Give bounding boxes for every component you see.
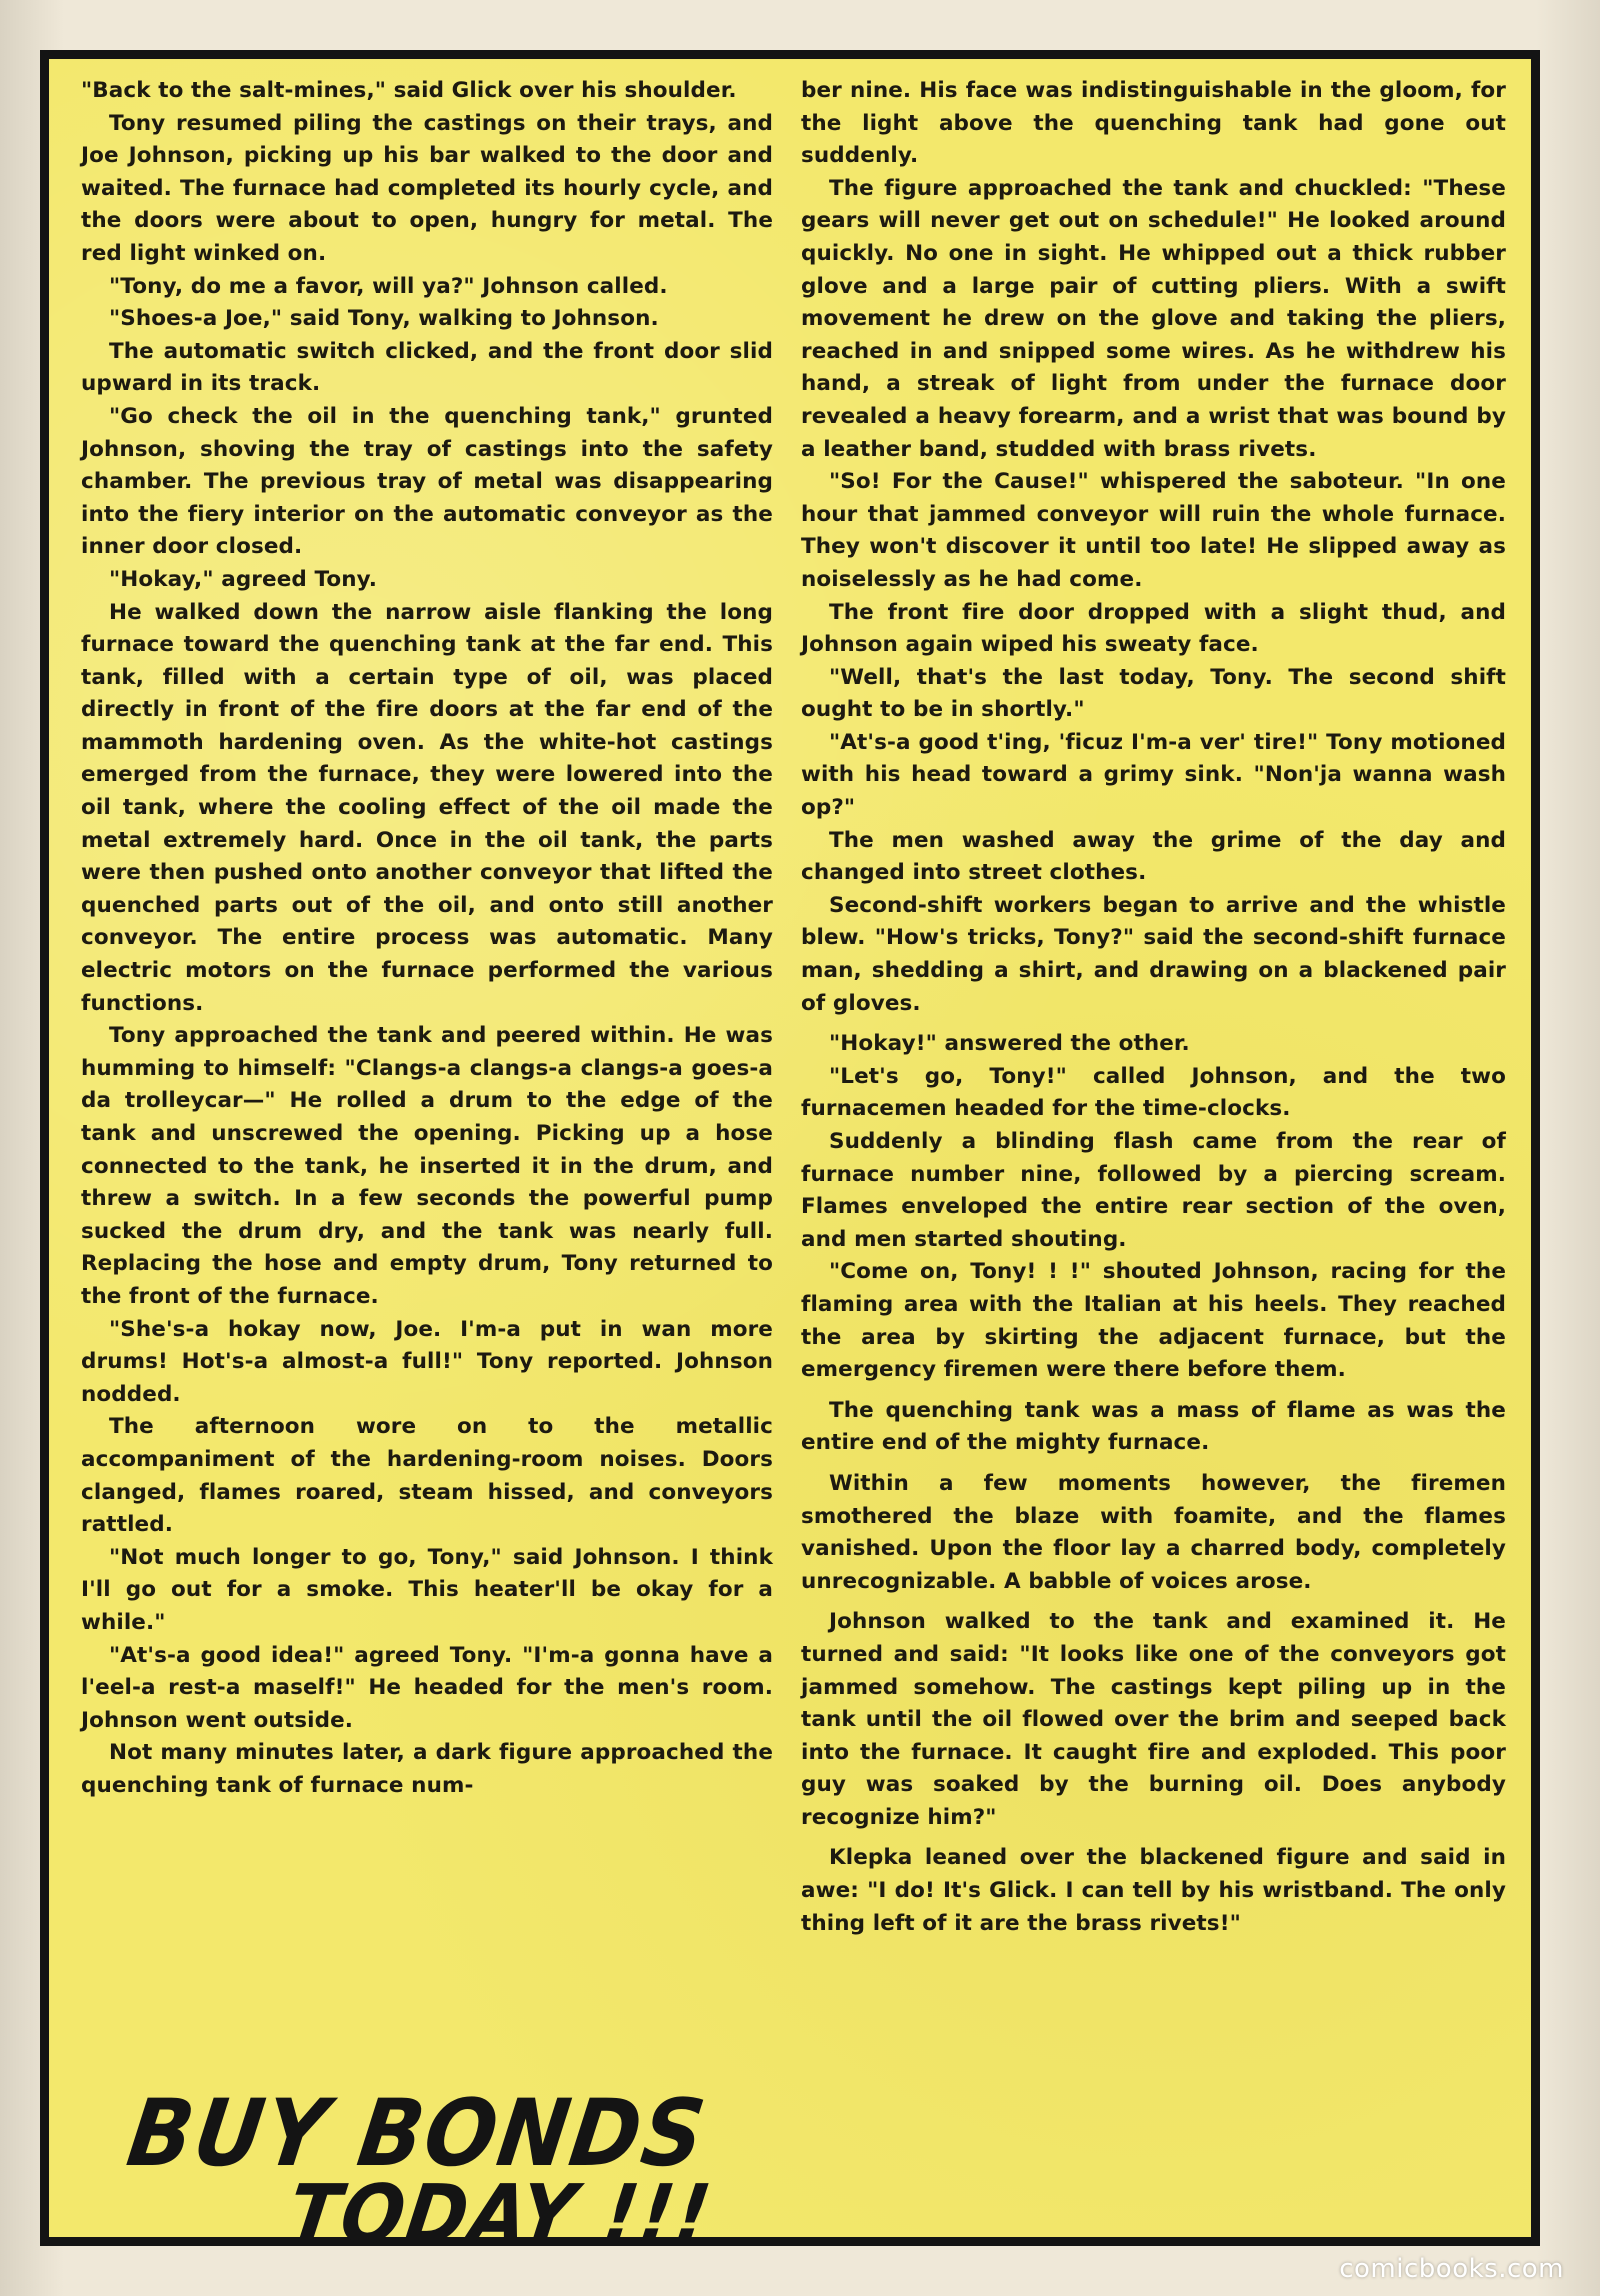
paragraph: He walked down the narrow aisle flanking the long furnace toward the quenching tank at the far end. This tank, filled with a certain type of oil, was placed directly in front of the fire doors at the far end of the mammoth hardening oven. As the white-hot castings emerged from the furnace, they were lowered into the oil tank, where the cooling effect of the oil made the metal extremely hard. Once in the oil tank, the parts were then pushed onto another conveyor that lifted the quenched parts out of the oil, and onto still another conveyor. The entire process was automatic. Many electric motors on the furnace performed the various functions. bbox=[81, 599, 773, 1016]
banner-line-buy-bonds: BUY BONDS bbox=[121, 2079, 713, 2187]
paragraph: "Hokay!" answered the other. bbox=[829, 1031, 1190, 1057]
paragraph: "Back to the salt-mines," said Glick over his shoulder. bbox=[81, 78, 737, 103]
paragraph: Tony approached the tank and peered within. He was humming to himself: "Clangs-a clangs-a clangs-a goes-a da trolleycar—" He rolled a drum to the edge of the tank and unscrewed the opening. Picking up a hose connected to the tank, he inserted it in the drum, and threw a switch. In a few seconds the powerful pump sucked the drum dry, and the tank was nearly full. Replacing the hose and empty drum, Tony returned to the front of the furnace. bbox=[81, 1023, 773, 1309]
paragraph: ber nine. His face was indistinguishable in the gloom, for the light above the quenching tank had gone out suddenly. bbox=[801, 78, 1506, 169]
paragraph: Not many minutes later, a dark figure approached the quenching tank of furnace num- bbox=[81, 1740, 773, 1798]
paragraph: "She's-a hokay now, Joe. I'm-a put in wan more drums! Hot's-a almost-a full!" Tony reported. Johnson nodded. bbox=[81, 1316, 773, 1407]
paragraph: "At's-a good idea!" agreed Tony. "I'm-a gonna have a l'eel-a rest-a maself!" He headed for the men's room. Johnson went outside. bbox=[81, 1642, 773, 1733]
paragraph: The figure approached the tank and chuckled: "These gears will never get out on schedule!" He looked around quickly. No one in sight. He whipped out a thick rubber glove and a large pair of cutting pliers. With a swift movement he drew on the glove and taking the pliers, reached in and snipped some wires. As he withdrew his hand, a streak of light from under the furnace door revealed a heavy forearm, and a wrist that was bound by a leather band, studded with brass rivets. bbox=[801, 175, 1506, 462]
paragraph: "So! For the Cause!" whispered the saboteur. "In one hour that jammed conveyor will ruin the whole furnace. They won't discover it until too late! He slipped away as noiselessly as he had come. bbox=[801, 469, 1506, 592]
paragraph: The front fire door dropped with a slight thud, and Johnson again wiped his sweaty face. bbox=[801, 599, 1506, 658]
paragraph: The quenching tank was a mass of flame as was the entire end of the mighty furnace. bbox=[801, 1397, 1506, 1456]
paragraph: "Not much longer to go, Tony," said Johnson. I think I'll go out for a smoke. This heater'll be okay for a while." bbox=[81, 1544, 773, 1635]
site-watermark: comicbooks.com bbox=[1339, 2254, 1564, 2284]
paragraph: Johnson walked to the tank and examined it. He turned and said: "It looks like one of the conveyors got jammed somehow. The castings kept piling up in the tank until the oil flowed over the brim and seeped back into the furnace. It caught fire and exploded. This poor guy was soaked by the burning oil. Does anybody recognize him?" bbox=[801, 1609, 1506, 1830]
right-text-column bbox=[801, 75, 1506, 1940]
paragraph: "Go check the oil in the quenching tank," grunted Johnson, shoving the tray of castings into the safety chamber. The previous tray of metal was disappearing into the fiery interior on the automatic conveyor as the inner door closed. bbox=[81, 403, 773, 560]
paragraph: "Come on, Tony! ! !" shouted Johnson, racing for the flaming area with the Italian at his heels. They reached the area by skirting the adjacent furnace, but the emergency firemen were there before them. bbox=[801, 1259, 1506, 1383]
paragraph: "Well, that's the last today, Tony. The second shift ought to be in shortly." bbox=[801, 664, 1506, 723]
left-text-column bbox=[81, 75, 773, 1802]
paragraph: The automatic switch clicked, and the front door slid upward in its track. bbox=[81, 338, 773, 397]
paragraph: Tony resumed piling the castings on their trays, and Joe Johnson, picking up his bar walked to the door and waited. The furnace had completed its hourly cycle, and the doors were about to open, hungry for metal. The red light winked on. bbox=[81, 110, 773, 266]
paragraph: "Let's go, Tony!" called Johnson, and the two furnacemen headed for the time-clocks. bbox=[801, 1063, 1506, 1122]
paragraph: "Tony, do me a favor, will ya?" Johnson called. bbox=[109, 273, 668, 299]
paragraph: The afternoon wore on to the metallic accompaniment of the hardening-room noises. Doors clanged, flames roared, steam hissed, and conveyors rattled. bbox=[81, 1414, 773, 1538]
text-page-frame bbox=[40, 50, 1540, 2263]
paragraph: "Shoes-a Joe," said Tony, walking to Johnson. bbox=[109, 306, 659, 332]
paragraph: Second-shift workers began to arrive and the whistle blew. "How's tricks, Tony?" said the second-shift furnace man, shedding a shirt, and drawing on a blackened pair of gloves. bbox=[801, 892, 1506, 1016]
paragraph: The men washed away the grime of the day and changed into street clothes. bbox=[801, 827, 1506, 886]
paragraph: "Hokay," agreed Tony. bbox=[109, 566, 378, 592]
paragraph: "At's-a good t'ing, 'ficuz I'm-a ver' tire!" Tony motioned with his head toward a grimy sink. "Non'ja wanna wash op?" bbox=[801, 729, 1506, 821]
paragraph: Klepka leaned over the blackened figure and said in awe: "I do! It's Glick. I can tell by his wristband. The only thing left of it are the brass rivets!" bbox=[801, 1845, 1506, 1936]
paragraph: Suddenly a blinding flash came from the rear of furnace number nine, followed by a piercing scream. Flames enveloped the entire rear section of the oven, and men started shouting. bbox=[801, 1129, 1506, 1252]
buy-bonds-banner bbox=[89, 2079, 749, 2263]
banner-line-today: TODAY !!! bbox=[282, 2167, 718, 2263]
paragraph: Within a few moments however, the firemen smothered the blaze with foamite, and the flames vanished. Upon the floor lay a charred body, completely unrecognizable. A babble of voices arose. bbox=[801, 1470, 1506, 1594]
